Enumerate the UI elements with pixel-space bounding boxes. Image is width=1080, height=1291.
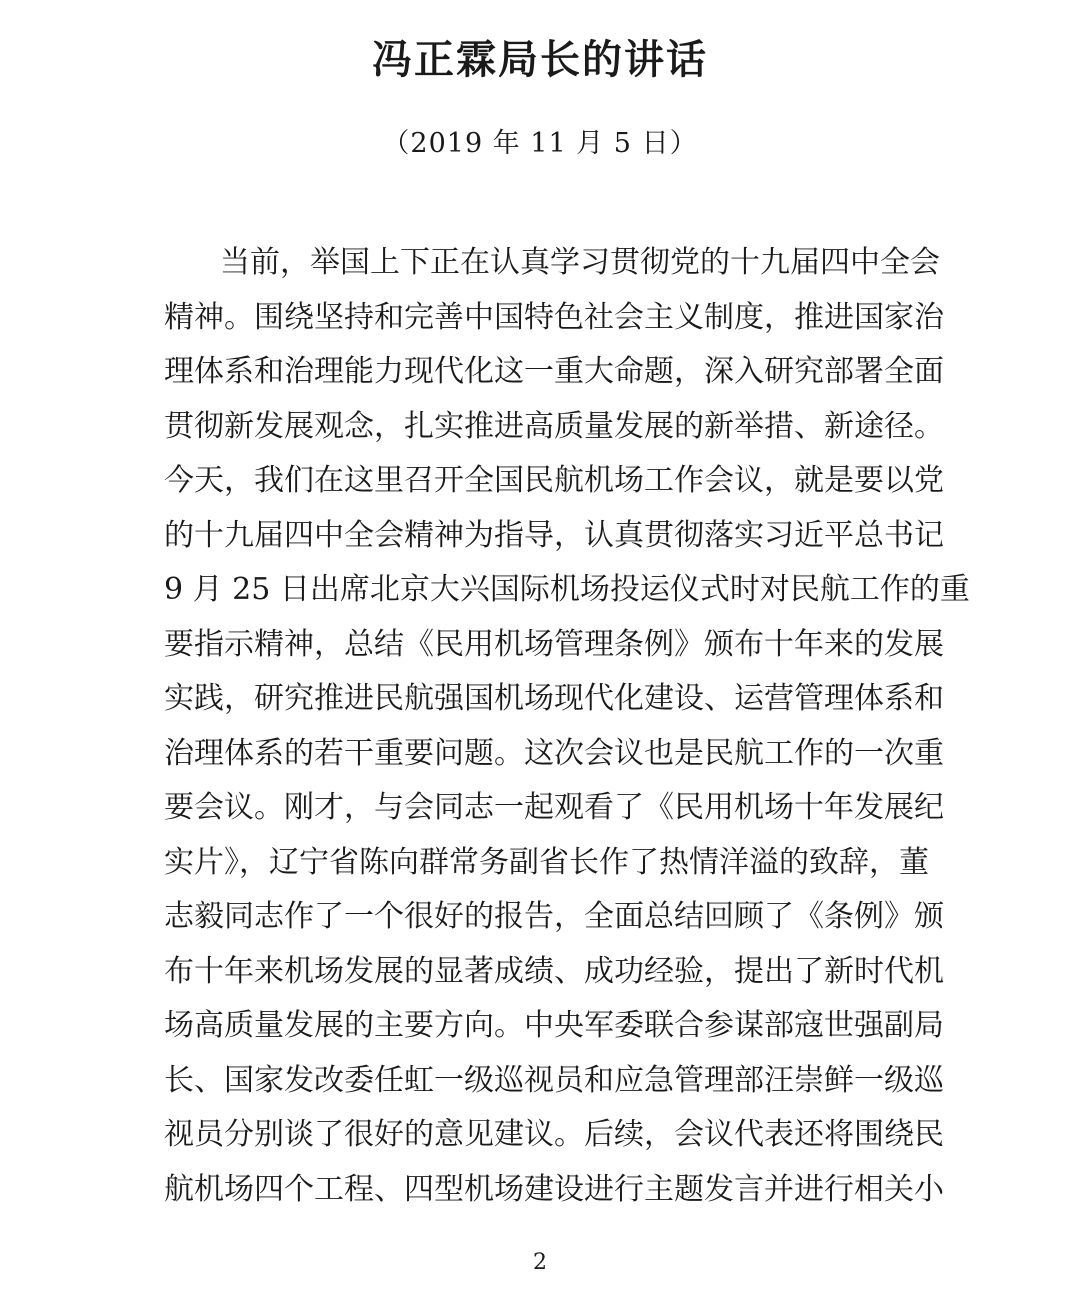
text-line: 的十九届四中全会精神为指导，认真贯彻落实习近平总书记 bbox=[164, 517, 944, 553]
text-line: 志毅同志作了一个很好的报告，全面总结回顾了《条例》颁 bbox=[164, 899, 944, 934]
text-line: 治理体系的若干重要问题。这次会议也是民航工作的一次重 bbox=[164, 735, 944, 771]
text-line: 今天，我们在这里召开全国民航机场工作会议，就是要以党 bbox=[164, 463, 944, 498]
text-line: 要指示精神，总结《民用机场管理条例》颁布十年来的发展 bbox=[164, 626, 944, 662]
document-title: 冯正霖局长的讲话 bbox=[372, 36, 708, 83]
document-date: （2019 年 11 月 5 日） bbox=[382, 128, 698, 159]
body-paragraph bbox=[164, 236, 970, 1217]
text-line: 要会议。刚才，与会同志一起观看了《民用机场十年发展纪 bbox=[164, 790, 944, 825]
page-number: 2 bbox=[533, 1250, 547, 1275]
text-line: 贯彻新发展观念，扎实推进高质量发展的新举措、新途径。 bbox=[164, 408, 944, 444]
text-line: 实践，研究推进民航强国机场现代化建设、运营管理体系和 bbox=[164, 681, 944, 716]
text-line: 视员分别谈了很好的意见建议。后续，会议代表还将围绕民 bbox=[164, 1117, 944, 1152]
text-line: 航机场四个工程、四型机场建设进行主题发言并进行相关小 bbox=[164, 1171, 944, 1207]
text-line: 实片》，辽宁省陈向群常务副省长作了热情洋溢的致辞，董 bbox=[164, 844, 929, 880]
text-line: 当前，举国上下正在认真学习贯彻党的十九届四中全会 bbox=[220, 245, 940, 280]
text-line: 场高质量发展的主要方向。中央军委联合参谋部寇世强副局 bbox=[164, 1008, 944, 1043]
text-line: 理体系和治理能力现代化这一重大命题，深入研究部署全面 bbox=[164, 354, 944, 389]
text-line: 长、国家发改委任虹一级巡视员和应急管理部汪崇鲜一级巡 bbox=[164, 1062, 944, 1098]
text-line: 布十年来机场发展的显著成绩、成功经验，提出了新时代机 bbox=[164, 953, 944, 989]
text-line: 精神。围绕坚持和完善中国特色社会主义制度，推进国家治 bbox=[164, 299, 944, 335]
text-line: 9 月 25 日出席北京大兴国际机场投运仪式时对民航工作的重 bbox=[164, 572, 970, 607]
